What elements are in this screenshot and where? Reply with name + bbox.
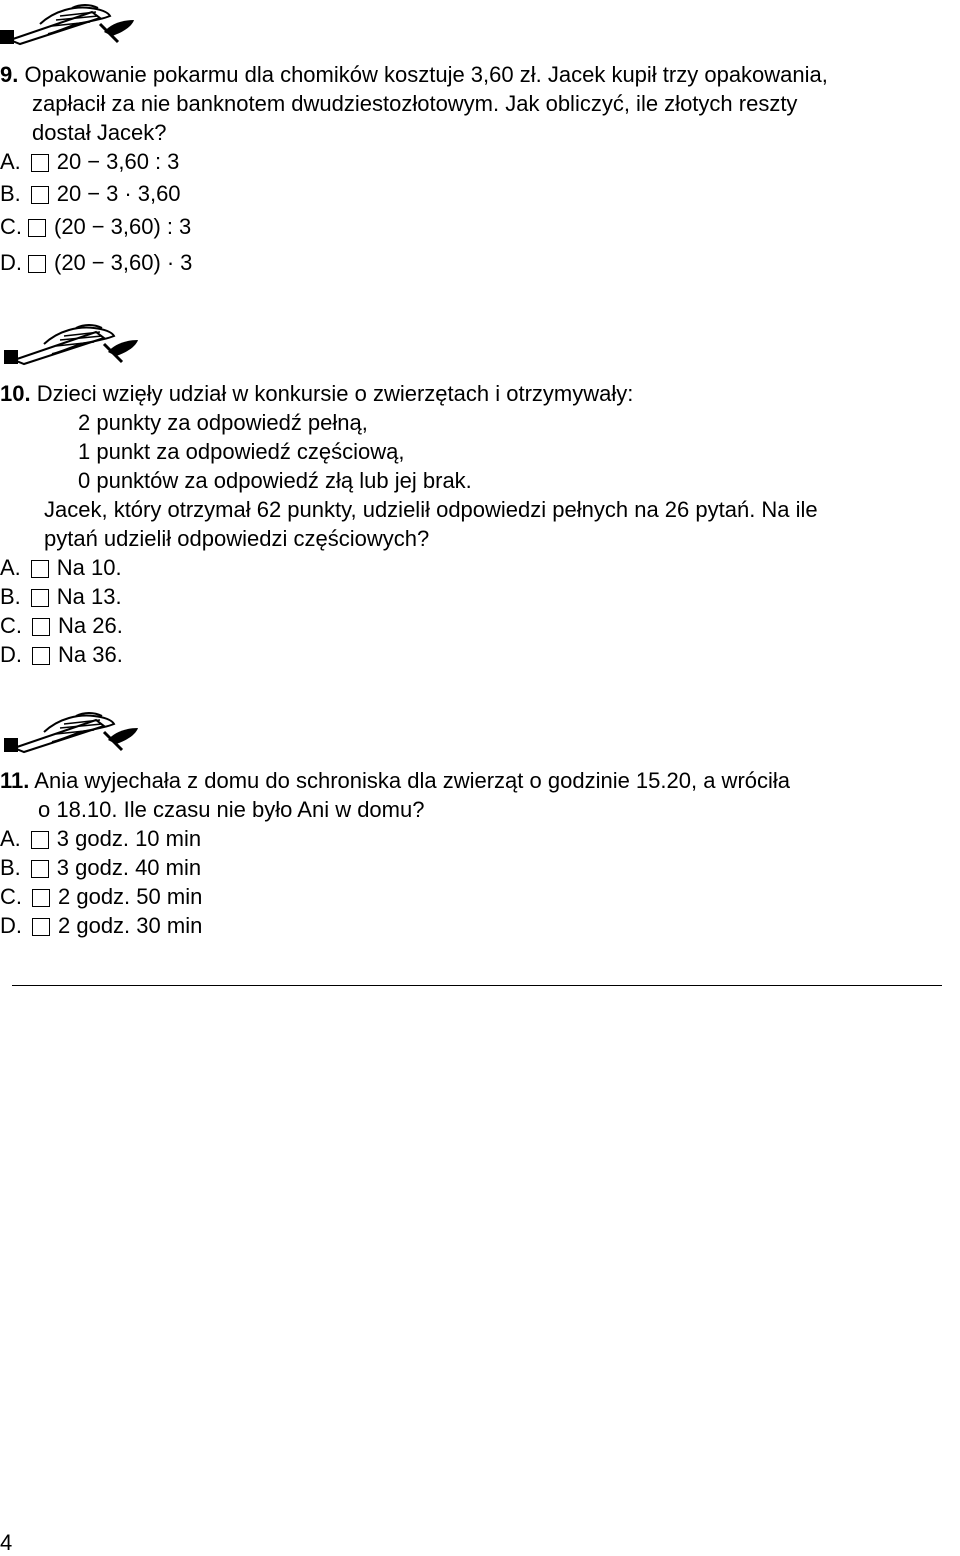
option-text: 2 godz. 30 min (58, 913, 203, 938)
option-letter: D. (0, 642, 22, 667)
question-9-text-3: dostał Jacek? (32, 120, 167, 145)
expr-part: 20 (56, 181, 82, 206)
option-letter: A. (0, 149, 21, 174)
q9-option-a (0, 149, 179, 175)
question-10-text-2: Jacek, który otrzymał 62 punkty, udzielił odpowiedzi pełnych na 26 pytań. Na ile (44, 497, 818, 522)
checkbox[interactable] (31, 186, 49, 204)
option-text: Na 36. (58, 642, 123, 667)
question-10-number: 10. (0, 381, 31, 406)
q10-option-c (0, 613, 123, 639)
expr-part: 3 (178, 214, 192, 239)
hand-writing-icon (4, 322, 149, 370)
expr-part: 20 (56, 149, 82, 174)
option-text: Na 13. (56, 584, 122, 609)
checkbox[interactable] (31, 860, 49, 878)
scoring-rule-3: 0 punktów za odpowiedź złą lub jej brak. (78, 468, 472, 493)
question-10-text-1: Dzieci wzięły udział w konkursie o zwierzętach i otrzymywały: (36, 381, 634, 406)
checkbox[interactable] (32, 618, 50, 636)
option-letter: D. (0, 913, 22, 938)
question-9-number: 9. (0, 62, 19, 87)
q9-option-d (0, 250, 192, 276)
option-text: 3 godz. 40 min (56, 855, 202, 880)
q10-option-d (0, 642, 123, 668)
q11-option-b (0, 855, 201, 881)
expr-part: 3 (106, 181, 119, 206)
option-letter: B. (0, 855, 21, 880)
multiply-sign: · (124, 181, 132, 206)
question-11-number: 11. (0, 768, 30, 793)
expr-part: 3,60 (137, 181, 181, 206)
question-11-text-2: o 18.10. Ile czasu nie było Ani w domu? (38, 797, 425, 822)
minus-sign: − (91, 214, 105, 239)
q11-option-d (0, 913, 202, 939)
question-10-line-1 (0, 381, 633, 407)
hand-writing-icon (4, 710, 149, 758)
q11-option-a (0, 826, 201, 852)
q9-option-c (0, 214, 191, 240)
minus-sign: − (91, 250, 105, 275)
hand-writing-icon (0, 2, 145, 50)
question-9-text-1: Opakowanie pokarmu dla chomików kosztuje 3,60 zł. Jacek kupił trzy opakowania, (24, 62, 828, 87)
footer-divider (12, 985, 942, 986)
question-10-text-3: pytań udzielił odpowiedzi częściowych? (44, 526, 430, 551)
option-text: 2 godz. 50 min (58, 884, 203, 909)
scoring-rule-2: 1 punkt za odpowiedź częściową, (78, 439, 405, 464)
checkbox[interactable] (32, 647, 50, 665)
q10-option-b (0, 584, 122, 610)
option-letter: B. (0, 181, 21, 206)
option-text: 3 godz. 10 min (56, 826, 202, 851)
expr-part: (20 (54, 214, 86, 239)
checkbox[interactable] (28, 255, 46, 273)
multiply-sign: · (166, 250, 175, 275)
checkbox[interactable] (28, 219, 46, 237)
scoring-rule-1: 2 punkty za odpowiedź pełną, (78, 410, 368, 435)
option-letter: C. (0, 613, 22, 638)
question-11-text-1: Ania wyjechała z domu do schroniska dla zwierząt o godzinie 15.20, a wróciła (34, 768, 791, 793)
option-text: Na 10. (56, 555, 122, 580)
q10-option-a (0, 555, 122, 581)
option-letter: B. (0, 584, 21, 609)
expr-part: (20 (54, 250, 86, 275)
option-letter: A. (0, 826, 21, 851)
checkbox[interactable] (31, 154, 49, 172)
checkbox[interactable] (32, 918, 50, 936)
expr-part: 3,60) (110, 250, 161, 275)
expr-part: 3,60) (110, 214, 161, 239)
option-letter: D. (0, 250, 22, 275)
checkbox[interactable] (31, 560, 49, 578)
expr-part: 3 (180, 250, 193, 275)
option-letter: A. (0, 555, 21, 580)
q11-option-c (0, 884, 202, 910)
checkbox[interactable] (31, 831, 49, 849)
divide-sign: : (166, 214, 173, 239)
option-letter: C. (0, 214, 22, 239)
q9-option-b (0, 181, 181, 207)
divide-sign: : (154, 149, 162, 174)
expr-part: 3,60 (106, 149, 149, 174)
question-11-line-1 (0, 768, 790, 794)
checkbox[interactable] (32, 889, 50, 907)
option-text: Na 26. (58, 613, 123, 638)
option-letter: C. (0, 884, 22, 909)
expr-part: 3 (167, 149, 180, 174)
question-9-line-1 (0, 62, 828, 88)
checkbox[interactable] (31, 589, 49, 607)
page-number: 4 (0, 1530, 13, 1555)
question-9-text-2: zapłacił za nie banknotem dwudziestozłotowym. Jak obliczyć, ile złotych reszty (32, 91, 798, 116)
minus-sign: − (87, 181, 101, 206)
minus-sign: − (87, 149, 101, 174)
